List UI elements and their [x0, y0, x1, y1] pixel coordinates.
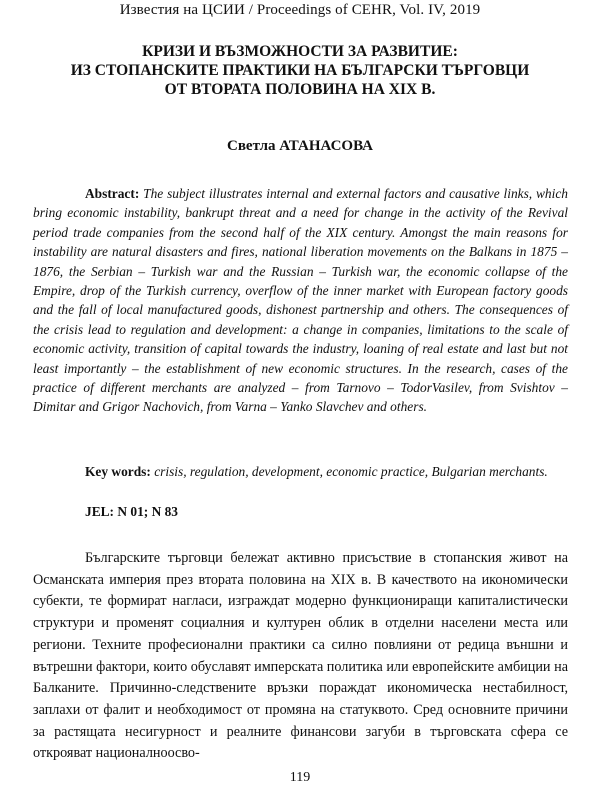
- running-header: Известия на ЦСИИ / Proceedings of CEHR, Vol. IV, 2019: [119, 2, 481, 18]
- abstract-text: The subject illustrates internal and external factors and causative links, which bring economic instability, bankrupt threat and a need for change in the activity of the Revival period trade companies from the second half of the XIX century. Amongst the main reasons for instability are natural disasters and fires, national liberation movements on the Balkans in 1875 – 1876, the Serbian – Turkish war and the Russian – Turkish war, the economic collapse of the Empire, drop of the Turkish currency, overflow of the inner market with European factory goods and the fall of local manufactured goods, dishonest partnership and others. The consequences of the crisis lead to regulation and development: a change in companies, limitations to the scale of economic activity, transition of capital towards the industry, loaning of real estate and last but not least importantly – the establishment of new economic structures. In the research, cases of the practice of different merchants are analyzed – from Tarnovo – TodorVasilev, from Svishtov – Dimitar and Grigor Nachovich, from Varna – Yanko Slavchev and others.: [33, 186, 568, 415]
- body-paragraph: Българските търговци бележат активно присъствие в стопанския живот на Османската империя през втората половина на XIX в. В качеството на икономически субекти, те формират нагласи, изграждат модерно функциониращи капиталистически структури и променят социалния и културен облик в отделни населени места или региони. Техните професионални практики са силно повлияни от редица външни и вътрешни фактори, които обуславят имперската политика или европейските амбиции на Балканите. Причинно-следствените връзки пораждат икономическа нестабилност, заплахи от фалит и необходимост от промяна на статуквото. Сред основните причини за растящата несигурност и реалните финансови загуби в търговската сфера се открояват националноосво-: [33, 550, 568, 762]
- page-number: 119: [289, 770, 311, 785]
- title-line-1: КРИЗИ И ВЪЗМОЖНОСТИ ЗА РАЗВИТИЕ:: [142, 43, 458, 60]
- title-line-2: ИЗ СТОПАНСКИТЕ ПРАКТИКИ НА БЪЛГАРСКИ ТЪРГОВЦИ: [70, 62, 530, 79]
- jel-codes: JEL: N 01; N 83: [85, 504, 178, 519]
- abstract-block: [33, 184, 568, 417]
- title-line-3: ОТ ВТОРАТА ПОЛОВИНА НА XIX В.: [164, 81, 436, 98]
- keywords-block: [33, 462, 568, 481]
- author-name: Светла АТАНАСОВА: [226, 138, 373, 154]
- article-title: [40, 42, 560, 99]
- keywords-text: crisis, regulation, development, economic practice, Bulgarian merchants.: [154, 464, 548, 479]
- keywords-label: Key words:: [85, 464, 151, 479]
- abstract-label: Abstract:: [85, 186, 140, 201]
